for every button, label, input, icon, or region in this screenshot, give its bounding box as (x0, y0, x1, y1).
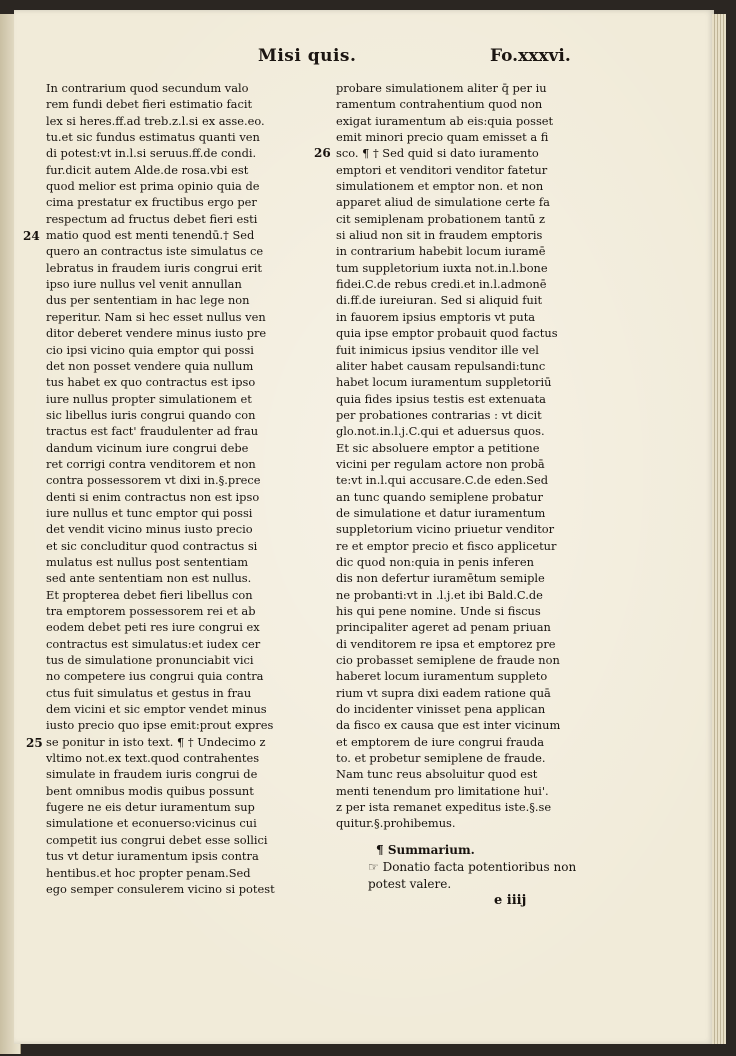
text-line: tus habet ex quo contractus est ipso (46, 375, 256, 390)
summary-line: potest valere. (368, 877, 452, 891)
text-line: se ponitur in isto text. ¶ † Undecimo z (46, 734, 266, 749)
text-line: z per ista remanet expeditus iste.§.se (336, 800, 552, 815)
text-line: dis non defertur iuramētum semiple (336, 571, 545, 586)
text-line: rem fundi debet fieri estimatio facit (46, 97, 253, 112)
text-line: tu.et sic fundus estimatus quanti ven (46, 130, 260, 145)
text-line: cio probasset semiplene de fraude non (336, 653, 560, 668)
text-line: dandum vicinum iure congrui debe (46, 440, 249, 455)
text-line: vicini per regulam actore non probā (336, 456, 545, 471)
text-line: et emptorem de iure congrui frauda (336, 734, 545, 749)
text-line: mulatus est nullus post sententiam (46, 554, 249, 569)
text-line: tus vt detur iuramentum ipsis contra (46, 849, 259, 864)
right-text-column (336, 80, 610, 832)
text-line: fur.dicit autem Alde.de rosa.vbi est (46, 162, 249, 177)
text-line: apparet aliud de simulatione certe fa (336, 195, 550, 210)
text-line: cima prestatur ex fructibus ergo per (46, 195, 257, 210)
text-line: ctus fuit simulatus et gestus in frau (46, 685, 252, 700)
text-line: bent omnibus modis quibus possunt (46, 783, 254, 798)
text-line: ego semper consulerem vicino si potest (46, 881, 275, 896)
text-line: respectum ad fructus debet fieri esti (46, 211, 258, 226)
text-line: In contrarium quod secundum valo (46, 81, 249, 95)
text-line: menti tenendum pro limitatione hui'. (336, 783, 549, 798)
text-line: ret corrigi contra venditorem et non (46, 456, 256, 471)
text-line: fugere ne eis detur iuramentum sup (46, 800, 255, 815)
margin-number: 26 (314, 146, 331, 160)
signature-mark: e iiij (494, 893, 527, 908)
page-fore-edge (712, 14, 726, 1044)
summary-block (368, 842, 618, 893)
text-line: emit minori precio quam emisset a fi (336, 130, 549, 145)
text-line: tractus est fact' fraudulenter ad frau (46, 424, 259, 439)
text-line: quia ipse emptor probauit quod factus (336, 326, 558, 341)
text-line: dus per sententiam in hac lege non (46, 293, 250, 308)
text-line: iure nullus propter simulationem et (46, 391, 252, 406)
folio-number: Fo.xxxvi. (490, 46, 571, 66)
running-title: Misi quis. (258, 46, 357, 66)
text-line: do incidenter vinisset pena applican (336, 702, 546, 717)
text-line: his qui pene nomine. Unde si fiscus (336, 604, 541, 618)
text-line: di potest:vt in.l.si seruus.ff.de condi. (46, 146, 257, 161)
text-line: ipso iure nullus vel venit annullan (46, 277, 242, 292)
text-line: per probationes contrarias : vt dicit (336, 407, 542, 422)
text-line: fidei.C.de rebus credi.et in.l.admonē (336, 277, 547, 292)
text-line: lebratus in fraudem iuris congrui erit (46, 260, 262, 275)
text-line: sic libellus iuris congrui quando con (46, 407, 256, 422)
text-line: Nam tunc reus absoluitur quod est (336, 767, 538, 782)
text-line: to. et probetur semiplene de fraude. (336, 751, 546, 766)
margin-number: 25 (26, 736, 43, 750)
text-line: exigat iuramentum ab eis:quia posset (336, 113, 554, 128)
text-line: cio ipsi vicino quia emptor qui possi (46, 342, 254, 357)
text-line: haberet locum iuramentum suppleto (336, 669, 548, 684)
text-line: in contrarium habebit locum iuramē (336, 244, 546, 259)
text-line: iure nullus et tunc emptor qui possi (46, 505, 253, 520)
summary-line: ☞ Donatio facta potentioribus non (368, 860, 577, 874)
text-line: Et propterea debet fieri libellus con (46, 587, 253, 602)
text-line: re et emptor precio et fisco applicetur (336, 538, 557, 553)
text-line: principaliter ageret ad penam priuan (336, 620, 551, 635)
text-line: contractus est simulatus:et iudex cer (46, 636, 261, 651)
text-line: emptori et venditori venditor fatetur (336, 162, 548, 177)
text-line: hentibus.et hoc propter penam.Sed (46, 865, 251, 880)
text-line: tra emptorem possessorem rei et ab (46, 604, 256, 618)
text-line: an tunc quando semiplene probatur (336, 489, 543, 504)
margin-number: 24 (23, 229, 40, 243)
text-line: simulate in fraudem iuris congrui de (46, 767, 258, 782)
text-line: ramentum contrahentium quod non (336, 97, 543, 112)
text-line: eodem debet peti res iure congrui ex (46, 620, 260, 635)
text-line: matio quod est menti tenendū.† Sed (46, 228, 255, 243)
text-line: sed ante sententiam non est nullus. (46, 571, 252, 586)
text-line: probare simulationem aliter q̄ per iu (336, 81, 547, 95)
text-line: no competere ius congrui quia contra (46, 669, 264, 684)
left-text-column (46, 80, 326, 897)
text-line: Et sic absoluere emptor a petitione (336, 440, 540, 455)
text-line: sco. ¶ † Sed quid si dato iuramento (336, 146, 539, 161)
text-line: tum suppletorium iuxta not.in.l.bone (336, 260, 548, 275)
text-line: glo.not.in.l.j.C.qui et aduersus quos. (336, 424, 545, 439)
text-line: quitur.§.prohibemus. (336, 816, 456, 831)
text-line: contra possessorem vt dixi in.§.prece (46, 473, 261, 488)
text-line: in fauorem ipsius emptoris vt puta (336, 309, 536, 324)
text-line: det vendit vicino minus iusto precio (46, 522, 253, 537)
text-line: suppletorium vicino priuetur venditor (336, 522, 555, 537)
text-line: ditor deberet vendere minus iusto pre (46, 326, 267, 341)
text-line: rium vt supra dixi eadem ratione quā (336, 685, 551, 700)
summary-heading: ¶ Summarium. (376, 843, 475, 857)
text-line: dem vicini et sic emptor vendet minus (46, 702, 267, 717)
text-line: si aliud non sit in fraudem emptoris (336, 228, 543, 243)
text-line: lex si heres.ff.ad treb.z.l.si ex asse.eo. (46, 113, 265, 128)
text-line: quod melior est prima opinio quia de (46, 179, 260, 194)
text-line: habet locum iuramentum suppletoriū (336, 375, 552, 390)
text-line: simulatione et econuerso:vicinus cui (46, 816, 257, 831)
text-line: dic quod non:quia in penis inferen (336, 554, 534, 569)
text-line: competit ius congrui debet esse sollici (46, 832, 268, 847)
text-line: iusto precio quo ipse emit:prout expres (46, 718, 274, 733)
text-line: et sic concluditur quod contractus si (46, 538, 258, 553)
text-line: quero an contractus iste simulatus ce (46, 244, 264, 259)
text-line: tus de simulatione pronunciabit vici (46, 653, 254, 668)
text-line: det non posset vendere quia nullum (46, 358, 254, 373)
text-line: denti si enim contractus non est ipso (46, 489, 260, 504)
text-line: reperitur. Nam si hec esset nullus ven (46, 309, 266, 324)
text-line: te:vt in.l.qui accusare.C.de eden.Sed (336, 473, 549, 488)
text-line: quia fides ipsius testis est extenuata (336, 391, 546, 406)
text-line: vltimo not.ex text.quod contrahentes (46, 751, 260, 766)
text-line: cit semiplenam probationem tantū z (336, 211, 545, 226)
text-line: da fisco ex causa que est inter vicinum (336, 718, 561, 733)
text-line: aliter habet causam repulsandi:tunc (336, 358, 546, 373)
text-line: di venditorem re ipsa et emptorez pre (336, 636, 556, 651)
text-line: di.ff.de iureiuran. Sed si aliquid fuit (336, 293, 543, 308)
text-line: de simulatione et datur iuramentum (336, 505, 546, 520)
text-line: fuit inimicus ipsius venditor ille vel (336, 342, 539, 357)
text-line: simulationem et emptor non. et non (336, 179, 544, 194)
text-line: ne probanti:vt in .l.j.et ibi Bald.C.de (336, 587, 543, 602)
